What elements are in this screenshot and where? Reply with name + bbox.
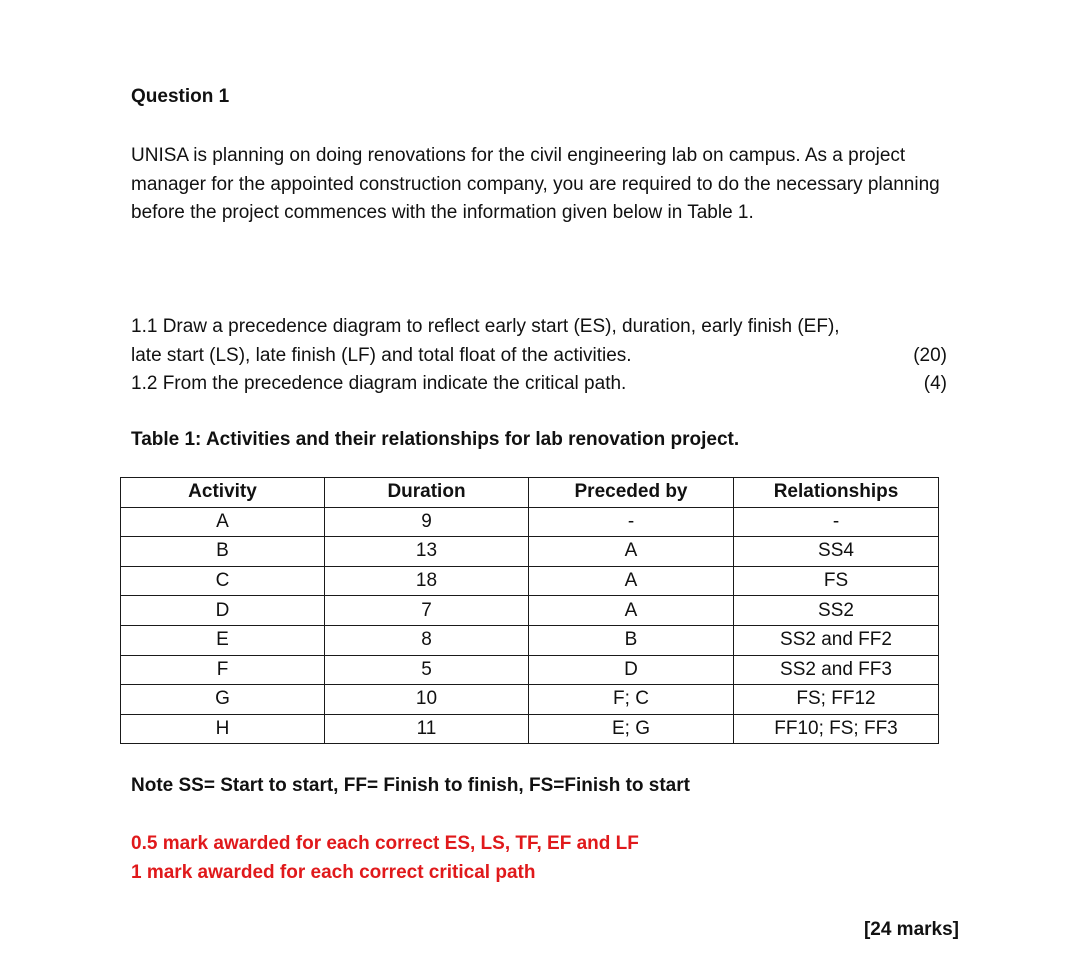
task-1-1-text-1: 1.1 Draw a precedence diagram to reflect early start (ES), duration, early finish (EF), bbox=[131, 316, 840, 337]
cell-duration: 11 bbox=[325, 714, 529, 744]
marking-note-1: 0.5 mark awarded for each correct ES, LS, TF, EF and LF bbox=[131, 833, 639, 854]
cell-preceded-by: F; C bbox=[529, 685, 734, 715]
cell-relationships: FS; FF12 bbox=[734, 685, 939, 715]
cell-relationships: - bbox=[734, 507, 939, 537]
cell-activity: G bbox=[121, 685, 325, 715]
cell-duration: 9 bbox=[325, 507, 529, 537]
cell-relationships: FF10; FS; FF3 bbox=[734, 714, 939, 744]
intro-paragraph: UNISA is planning on doing renovations for the civil engineering lab on campus. As a project manager for the appointed construction company, you are required to do the necessary planning before the project commences with the information given below in Table 1. bbox=[131, 145, 940, 224]
task-1-2-text: 1.2 From the precedence diagram indicate the critical path. bbox=[131, 373, 627, 395]
task-1-1-line-1 bbox=[131, 313, 947, 342]
table-row bbox=[121, 714, 939, 744]
cell-preceded-by: D bbox=[529, 655, 734, 685]
cell-relationships: SS2 and FF3 bbox=[734, 655, 939, 685]
cell-preceded-by: A bbox=[529, 537, 734, 567]
cell-relationships: FS bbox=[734, 566, 939, 596]
cell-duration: 18 bbox=[325, 566, 529, 596]
table-row bbox=[121, 566, 939, 596]
task-1-2-marks: (4) bbox=[923, 373, 947, 395]
cell-activity: D bbox=[121, 596, 325, 626]
header-preceded-by: Preceded by bbox=[529, 478, 734, 508]
cell-preceded-by: A bbox=[529, 596, 734, 626]
cell-relationships: SS4 bbox=[734, 537, 939, 567]
total-marks: [24 marks] bbox=[863, 919, 959, 940]
table-row bbox=[121, 507, 939, 537]
task-1-1-line-2 bbox=[131, 342, 947, 371]
cell-activity: F bbox=[121, 655, 325, 685]
table-row bbox=[121, 537, 939, 567]
cell-duration: 5 bbox=[325, 655, 529, 685]
table-header-row bbox=[121, 478, 939, 508]
activities-table bbox=[120, 477, 939, 744]
header-relationships: Relationships bbox=[734, 478, 939, 508]
cell-activity: E bbox=[121, 625, 325, 655]
table-row bbox=[121, 685, 939, 715]
cell-relationships: SS2 and FF2 bbox=[734, 625, 939, 655]
table-row bbox=[121, 625, 939, 655]
table-row bbox=[121, 655, 939, 685]
marking-note-2: 1 mark awarded for each correct critical path bbox=[131, 862, 536, 883]
cell-duration: 8 bbox=[325, 625, 529, 655]
cell-duration: 7 bbox=[325, 596, 529, 626]
cell-activity: H bbox=[121, 714, 325, 744]
cell-activity: A bbox=[121, 507, 325, 537]
table-row bbox=[121, 596, 939, 626]
cell-preceded-by: - bbox=[529, 507, 734, 537]
task-1-1-marks: (20) bbox=[913, 344, 947, 366]
cell-activity: C bbox=[121, 566, 325, 596]
header-duration: Duration bbox=[325, 478, 529, 508]
table-caption: Table 1: Activities and their relationships for lab renovation project. bbox=[131, 429, 740, 450]
abbreviation-note: Note SS= Start to start, FF= Finish to finish, FS=Finish to start bbox=[131, 775, 690, 796]
task-1-2-line bbox=[131, 370, 947, 399]
cell-preceded-by: B bbox=[529, 625, 734, 655]
task-1-1-text-2: late start (LS), late finish (LF) and total float of the activities. bbox=[131, 344, 632, 366]
cell-relationships: SS2 bbox=[734, 596, 939, 626]
cell-activity: B bbox=[121, 537, 325, 567]
question-title: Question 1 bbox=[131, 86, 230, 107]
header-activity: Activity bbox=[121, 478, 325, 508]
cell-duration: 10 bbox=[325, 685, 529, 715]
cell-duration: 13 bbox=[325, 537, 529, 567]
cell-preceded-by: A bbox=[529, 566, 734, 596]
cell-preceded-by: E; G bbox=[529, 714, 734, 744]
